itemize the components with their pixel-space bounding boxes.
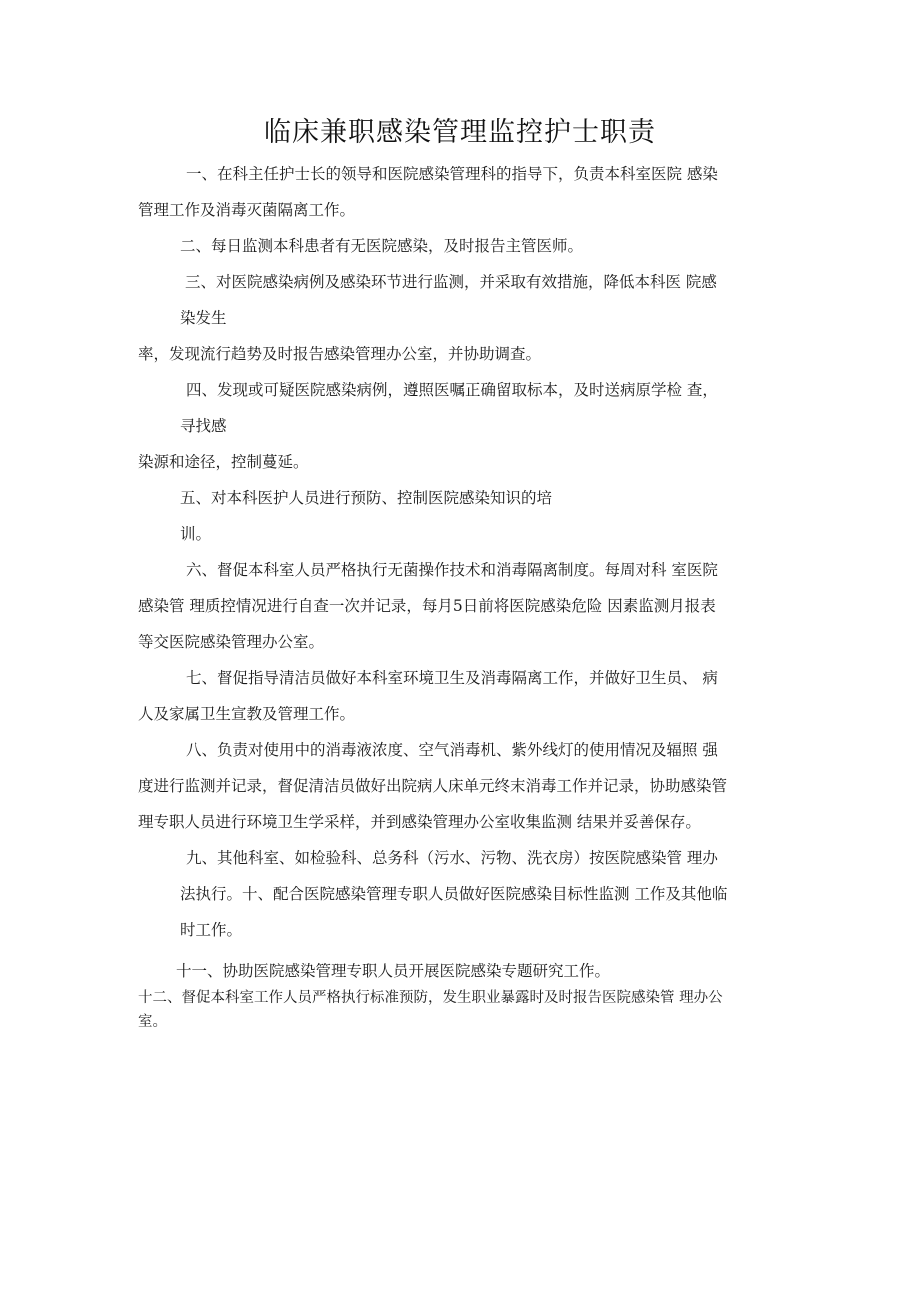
text-line: 人及家属卫生宣教及管理工作。 [138, 705, 356, 723]
text-line: 二、每日监测本科患者有无医院感染，及时报告主管医师。 [180, 237, 584, 255]
text-line: 管理工作及消毒灭菌隔离工作。 [138, 201, 356, 219]
document-title: 临床兼职感染管理监控护士职责 [264, 117, 656, 148]
text-line: 四、发现或可疑医院感染病例，遵照医嘱正确留取标本，及时送病原学检 查， [186, 381, 718, 399]
text-line: 六、督促本科室人员严格执行无菌操作技术和消毒隔离制度。每周对科 室医院 [186, 561, 718, 579]
text-line: 时工作。 [180, 921, 243, 939]
text-line: 五、对本科医护人员进行预防、控制医院感染知识的培 [180, 489, 553, 507]
text-line: 三、对医院感染病例及感染环节进行监测，并采取有效措施，降低本科医 院感 [185, 273, 717, 291]
text-line: 法执行。十、配合医院感染管理专职人员做好医院感染目标性监测 工作及其他临 [180, 885, 728, 903]
text-line: 室。 [138, 1014, 167, 1030]
text-line: 十一、协助医院感染管理专职人员开展医院感染专题研究工作。 [176, 962, 611, 980]
text-line: 训。 [180, 525, 212, 543]
text-line: 理专职人员进行环境卫生学采样，并到感染管理办公室收集监测 结果并妥善保存。 [138, 813, 701, 831]
text-line: 八、负责对使用中的消毒液浓度、空气消毒机、紫外线灯的使用情况及辐照 强 [186, 741, 718, 759]
text-line: 一、在科主任护士长的领导和医院感染管理科的指导下，负责本科室医院 感染 [186, 165, 718, 183]
text-line: 十二、督促本科室工作人员严格执行标准预防，发生职业暴露时及时报告医院感染管 理办公 [138, 990, 723, 1006]
text-line: 率，发现流行趋势及时报告感染管理办公室，并协助调查。 [138, 345, 542, 363]
text-line: 度进行监测并记录，督促清洁员做好出院病人床单元终末消毒工作并记录，协助感染管 [138, 777, 728, 795]
text-line: 七、督促指导清洁员做好本科室环境卫生及消毒隔离工作，并做好卫生员、 病 [186, 669, 718, 687]
text-line: 染源和途径，控制蔓延。 [138, 453, 309, 471]
text-line: 等交医院感染管理办公室。 [138, 633, 325, 651]
text-line: 九、其他科室、如检验科、总务科（污水、污物、洗衣房）按医院感染管 理办 [186, 849, 718, 867]
text-line: 染发生 [180, 309, 227, 327]
text-line: 寻找感 [180, 417, 227, 435]
text-line: 感染管 理质控情况进行自查一次并记录，每月5日前将医院感染危险 因素监测月报表 [138, 597, 716, 615]
